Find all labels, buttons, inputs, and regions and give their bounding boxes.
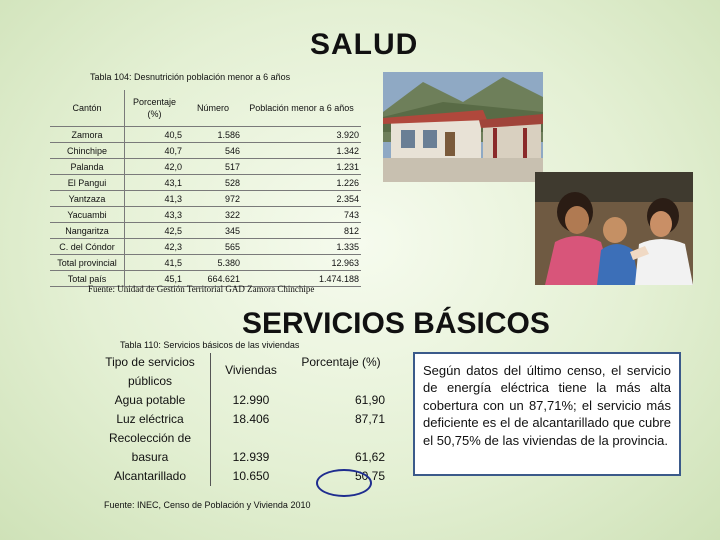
population-value: 1.231 (242, 159, 361, 175)
number-value: 345 (184, 223, 242, 239)
percentage-value: 41,5 (125, 255, 185, 271)
canton-name: Total país (50, 271, 125, 287)
basic-services-table (90, 353, 392, 486)
population-value: 1.474.188 (242, 271, 361, 287)
canton-name: Zamora (50, 127, 125, 143)
table-row (50, 207, 361, 223)
number-value: 322 (184, 207, 242, 223)
population-value: 743 (242, 207, 361, 223)
percentage-value: 61,90 (354, 393, 385, 407)
population-value: 2.354 (242, 191, 361, 207)
table-row (50, 239, 361, 255)
service-name: Alcantarillado (90, 467, 211, 486)
service-name: Agua potable (90, 391, 211, 410)
header-number: Número (184, 90, 242, 127)
number-value: 528 (184, 175, 242, 191)
percentage-value: 40,7 (125, 143, 185, 159)
table-row (90, 391, 391, 410)
population-value: 812 (242, 223, 361, 239)
table-row (90, 429, 391, 467)
table-row (50, 143, 361, 159)
percentage-value: 43,1 (125, 175, 185, 191)
number-value: 972 (184, 191, 242, 207)
percentage-value: 42,0 (125, 159, 185, 175)
service-name: Recolección de basura (90, 429, 211, 467)
table-row (50, 159, 361, 175)
number-value: 565 (184, 239, 242, 255)
dwellings-value: 10.650 (232, 469, 270, 483)
population-value: 1.342 (242, 143, 361, 159)
percentage-value: 41,3 (125, 191, 185, 207)
header-percentage: Porcentaje (%) (301, 355, 381, 369)
header-percentage: Porcentaje (%) (125, 90, 185, 127)
dwellings-value: 18.406 (232, 412, 270, 426)
vaccination-photo (535, 172, 693, 285)
population-value: 12.963 (242, 255, 361, 271)
number-value: 1.586 (184, 127, 242, 143)
dwellings-value: 12.990 (232, 393, 270, 407)
canton-name: Chinchipe (50, 143, 125, 159)
section-title: SERVICIOS BÁSICOS (242, 307, 550, 340)
table1-source: Fuente: Unidad de Gestión Territorial GAD Zamora Chinchipe (88, 284, 315, 294)
table-row (50, 191, 361, 207)
highlight-oval (316, 469, 372, 497)
header-population: Población menor a 6 años (242, 90, 361, 127)
percentage-value: 42,3 (125, 239, 185, 255)
table-row (50, 223, 361, 239)
header-canton: Cantón (50, 90, 125, 127)
table-row (90, 410, 391, 429)
table2-caption: Tabla 110: Servicios básicos de las viviendas (120, 340, 300, 350)
malnutrition-table (50, 90, 361, 287)
summary-textbox: Según datos del último censo, el servicio de energía eléctrica tiene la más alta cobertura con un 87,71%; el servicio más deficiente es el de alcantarillado que cubre el 50,75% de las viviendas de la provincia. (413, 352, 681, 476)
table1-caption: Tabla 104: Desnutrición población menor a 6 años (90, 72, 291, 82)
canton-name: Total provincial (50, 255, 125, 271)
header-dwellings: Viviendas (225, 363, 277, 377)
canton-name: Nangaritza (50, 223, 125, 239)
table2-source: Fuente: INEC, Censo de Población y Vivienda 2010 (104, 500, 311, 510)
percentage-value: 50,75 (354, 469, 385, 483)
population-value: 1.335 (242, 239, 361, 255)
canton-name: Yacuambi (50, 207, 125, 223)
table-row (50, 127, 361, 143)
number-value: 5.380 (184, 255, 242, 271)
header-service-type: Tipo de servicios públicos (90, 353, 211, 391)
table-header-row (90, 353, 391, 391)
percentage-value: 43,3 (125, 207, 185, 223)
page-title: SALUD (310, 28, 419, 61)
canton-name: C. del Cóndor (50, 239, 125, 255)
number-value: 517 (184, 159, 242, 175)
service-name: Luz eléctrica (90, 410, 211, 429)
percentage-value: 87,71 (354, 412, 385, 426)
population-value: 1.226 (242, 175, 361, 191)
canton-name: El Pangui (50, 175, 125, 191)
table-header-row (50, 90, 361, 127)
percentage-value: 61,62 (354, 450, 385, 464)
number-value: 664.621 (184, 271, 242, 287)
population-value: 3.920 (242, 127, 361, 143)
canton-name: Yantzaza (50, 191, 125, 207)
table-row (50, 175, 361, 191)
dwellings-value: 12.939 (232, 450, 270, 464)
percentage-value: 40,5 (125, 127, 185, 143)
health-center-photo (383, 72, 543, 182)
canton-name: Palanda (50, 159, 125, 175)
number-value: 546 (184, 143, 242, 159)
percentage-value: 42,5 (125, 223, 185, 239)
percentage-value: 45,1 (125, 271, 185, 287)
table-row (50, 255, 361, 271)
